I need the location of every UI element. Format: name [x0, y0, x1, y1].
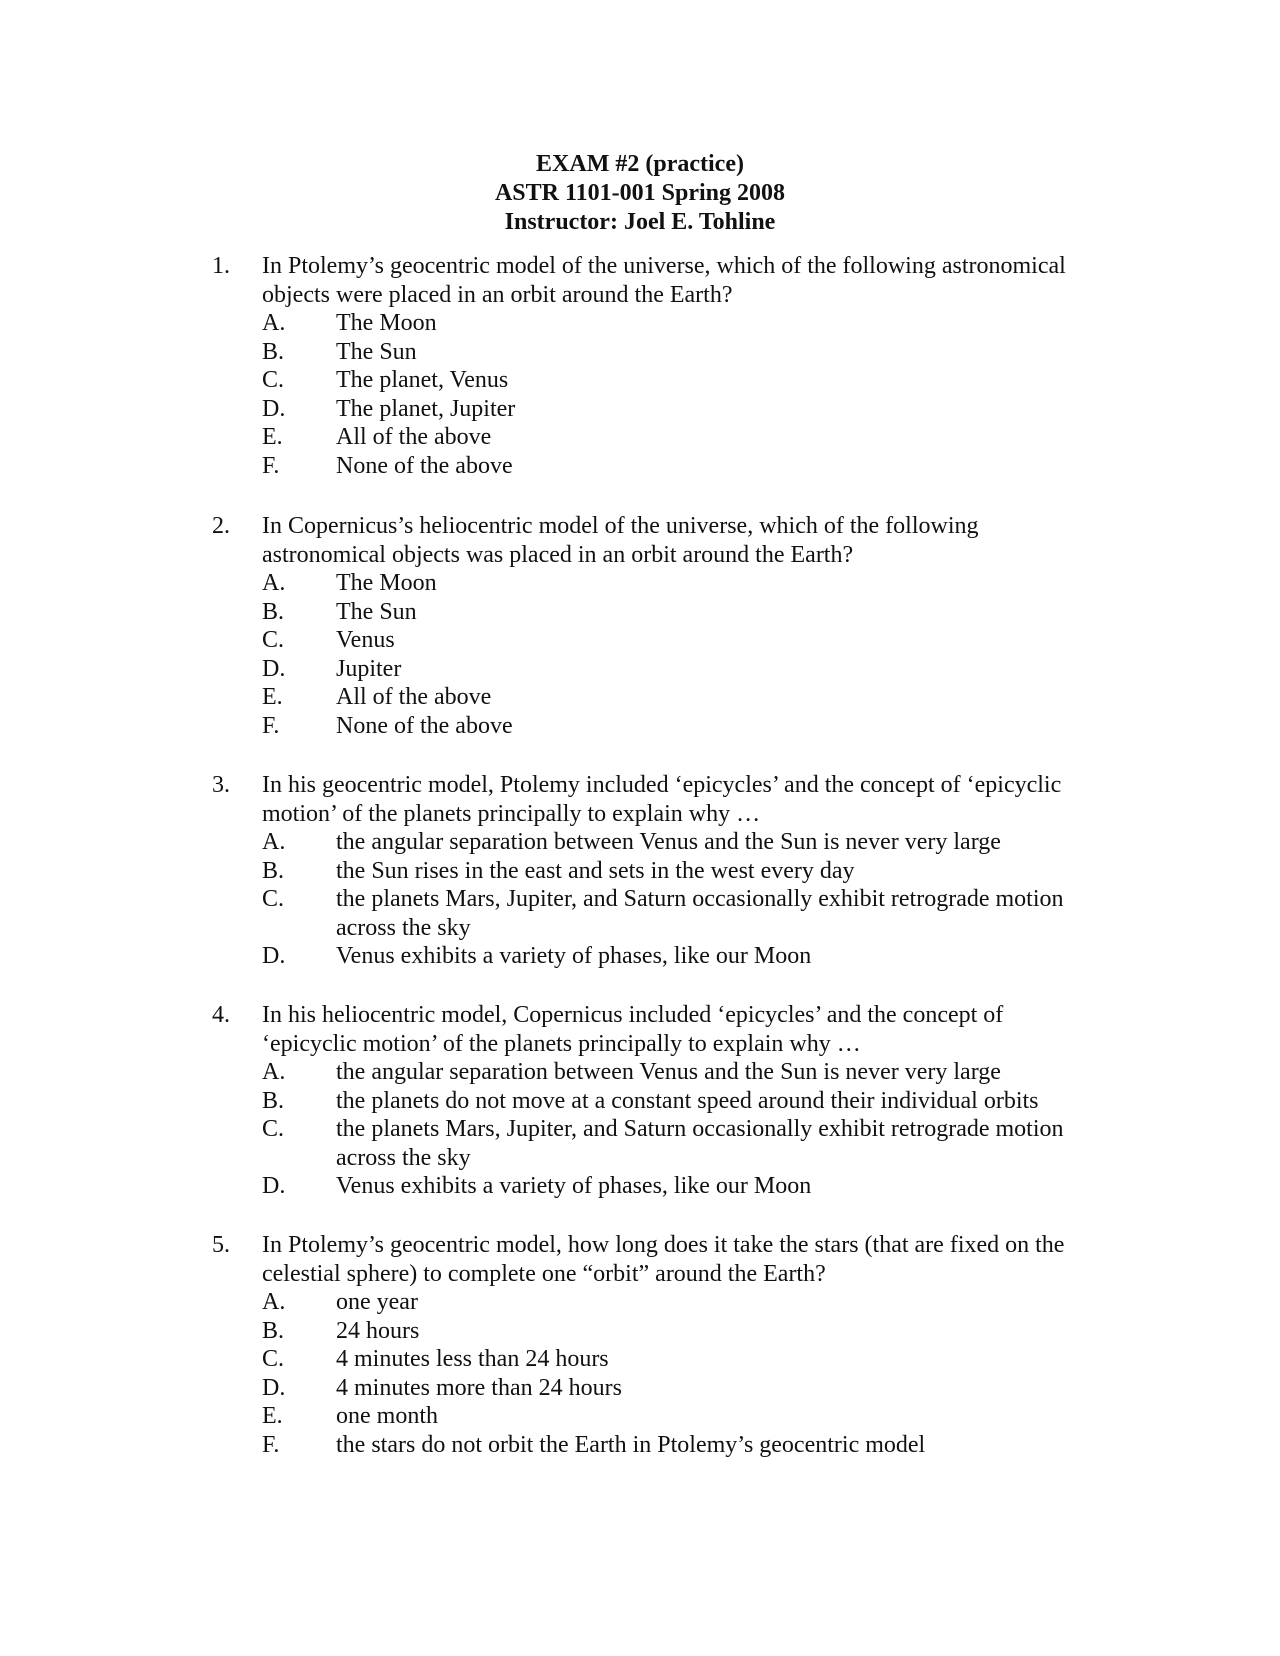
question-number: 2. — [212, 513, 230, 539]
question-5 — [212, 1231, 1092, 1459]
option-d — [262, 1374, 1092, 1403]
option-text: The planet, Jupiter — [336, 395, 516, 422]
option-text: Jupiter — [336, 655, 402, 682]
option-c — [262, 366, 1092, 395]
option-letter: A. — [262, 1289, 286, 1315]
option-f — [262, 1431, 1092, 1460]
option-d — [262, 655, 1092, 684]
option-d — [262, 942, 1092, 971]
option-letter: E. — [262, 424, 283, 450]
option-letter: C. — [262, 367, 285, 393]
option-letter: A. — [262, 1059, 286, 1085]
option-b — [262, 1317, 1092, 1346]
instructor-line: Instructor: Joel E. Tohline — [504, 209, 776, 235]
option-letter: F. — [262, 712, 280, 739]
option-text: 4 minutes more than 24 hours — [336, 1374, 622, 1401]
option-e — [262, 423, 1092, 452]
option-a — [262, 828, 1092, 857]
option-letter: D. — [262, 1173, 286, 1199]
question-2 — [212, 512, 1092, 740]
option-text: 24 hours — [336, 1317, 420, 1344]
question-number: 3. — [212, 772, 230, 798]
option-text: The planet, Venus — [336, 367, 509, 393]
question-4 — [212, 1001, 1092, 1201]
option-letter: E. — [262, 684, 283, 710]
option-letter: F. — [262, 1431, 280, 1458]
option-c — [262, 626, 1092, 655]
option-a — [262, 1058, 1092, 1087]
exam-header — [0, 150, 1280, 237]
option-letter: C. — [262, 886, 285, 912]
option-c — [262, 1345, 1092, 1374]
option-a — [262, 309, 1092, 338]
option-letter: B. — [262, 338, 285, 365]
option-letter: E. — [262, 1403, 283, 1429]
option-text: None of the above — [336, 712, 513, 739]
course-title: ASTR 1101-001 Spring 2008 — [494, 180, 786, 206]
option-text: the stars do not orbit the Earth in Ptolemy’s geocentric model — [336, 1431, 926, 1458]
option-letter: A. — [262, 310, 286, 336]
option-f — [262, 452, 1092, 481]
option-b — [262, 338, 1092, 367]
option-text: the angular separation between Venus and the Sun is never very large — [336, 1059, 1001, 1085]
option-text: the Sun rises in the east and sets in the west every day — [336, 857, 855, 884]
option-f — [262, 712, 1092, 741]
question-stem — [212, 771, 1092, 828]
option-text: The Moon — [336, 310, 437, 336]
question-stem — [212, 1231, 1092, 1288]
option-d — [262, 1172, 1092, 1201]
option-text: None of the above — [336, 452, 513, 479]
option-text: 4 minutes less than 24 hours — [336, 1346, 609, 1372]
question-1 — [212, 252, 1092, 480]
option-e — [262, 683, 1092, 712]
option-e — [262, 1402, 1092, 1431]
option-a — [262, 569, 1092, 598]
option-letter: C. — [262, 627, 285, 653]
question-text: In Ptolemy’s geocentric model, how long does it take the stars (that are fixed on the celestial sphere) to complete one “orbit” around the Earth? — [262, 1232, 1065, 1287]
option-list — [212, 1058, 1092, 1201]
question-number: 4. — [212, 1002, 230, 1028]
option-list — [212, 828, 1092, 971]
option-text: Venus — [336, 627, 395, 653]
option-text: one year — [336, 1289, 418, 1315]
option-text: the planets Mars, Jupiter, and Saturn occasionally exhibit retrograde motion across the sky — [336, 886, 1064, 941]
option-a — [262, 1288, 1092, 1317]
option-c — [262, 1115, 1092, 1172]
option-list — [212, 1288, 1092, 1459]
question-3 — [212, 771, 1092, 971]
option-letter: F. — [262, 452, 280, 479]
question-text: In Ptolemy’s geocentric model of the universe, which of the following astronomical objects were placed in an orbit around the Earth? — [262, 253, 1066, 308]
option-text: Venus exhibits a variety of phases, like our Moon — [336, 1173, 812, 1199]
option-text: one month — [336, 1403, 438, 1429]
option-letter: A. — [262, 570, 286, 596]
option-letter: D. — [262, 943, 286, 969]
option-letter: C. — [262, 1116, 285, 1142]
option-b — [262, 1087, 1092, 1116]
question-text: In Copernicus’s heliocentric model of the universe, which of the following astronomical objects was placed in an orbit around the Earth? — [262, 513, 979, 568]
option-list — [212, 569, 1092, 740]
option-d — [262, 395, 1092, 424]
option-letter: B. — [262, 1087, 285, 1114]
exam-title: EXAM #2 (practice) — [536, 151, 744, 177]
option-text: the planets Mars, Jupiter, and Saturn occasionally exhibit retrograde motion across the sky — [336, 1116, 1064, 1171]
question-number: 5. — [212, 1232, 230, 1258]
option-c — [262, 885, 1092, 942]
option-b — [262, 857, 1092, 886]
option-letter: B. — [262, 598, 285, 625]
option-text: All of the above — [336, 424, 492, 450]
option-b — [262, 598, 1092, 627]
question-stem — [212, 252, 1092, 309]
option-letter: D. — [262, 1374, 286, 1401]
question-stem — [212, 1001, 1092, 1058]
question-stem — [212, 512, 1092, 569]
option-text: The Sun — [336, 598, 417, 625]
option-text: All of the above — [336, 684, 492, 710]
option-text: Venus exhibits a variety of phases, like our Moon — [336, 943, 812, 969]
option-letter: D. — [262, 655, 286, 682]
option-letter: B. — [262, 1317, 285, 1344]
option-text: the planets do not move at a constant speed around their individual orbits — [336, 1087, 1039, 1114]
option-letter: A. — [262, 829, 286, 855]
option-text: The Moon — [336, 570, 437, 596]
option-letter: C. — [262, 1346, 285, 1372]
question-number: 1. — [212, 253, 230, 279]
question-text: In his heliocentric model, Copernicus included ‘epicycles’ and the concept of ‘epicyclic motion’ of the planets principally to explain why … — [262, 1002, 1004, 1057]
option-text: the angular separation between Venus and the Sun is never very large — [336, 829, 1001, 855]
option-list — [212, 309, 1092, 480]
option-letter: D. — [262, 395, 286, 422]
question-text: In his geocentric model, Ptolemy included ‘epicycles’ and the concept of ‘epicyclic motion’ of the planets principally to explain why … — [262, 772, 1062, 827]
option-letter: B. — [262, 857, 285, 884]
option-text: The Sun — [336, 338, 417, 365]
